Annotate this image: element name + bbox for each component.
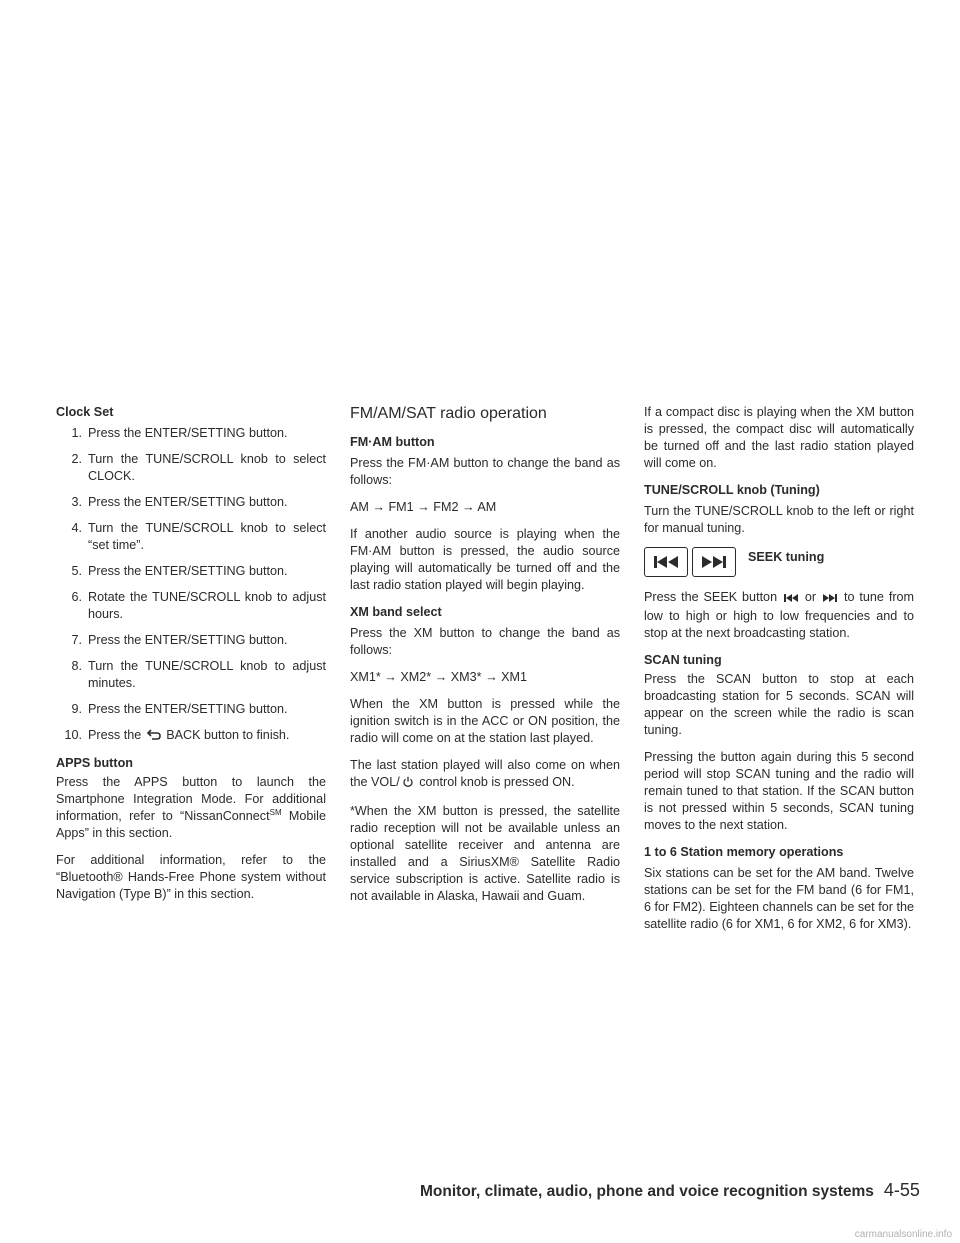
apps-text-end: Mobile Apps” in this section. (56, 809, 326, 840)
step-text: Press the (88, 728, 142, 742)
step-text: BACK button to finish. (166, 728, 290, 742)
step-text: Press the ENTER/SETTING button. (88, 426, 288, 440)
section-title: FM/AM/SAT radio operation (350, 405, 547, 422)
step-number: 7. (71, 633, 82, 647)
xm-last-post: control knob is pressed ON. (415, 775, 575, 789)
skip-back-icon (784, 591, 798, 608)
xm-sequence: XM1* → XM2* → XM3* → XM1 (350, 670, 528, 684)
list-item (56, 589, 326, 623)
seek-pre: Press the SEEK button (644, 590, 778, 604)
list-item (56, 701, 326, 718)
middle-column (350, 404, 620, 915)
skip-forward-icon (692, 547, 736, 577)
memory-text: Six stations can be set for the AM band. Twelve stations can be set for the FM band (6 for FM1, 6 for FM2). Eighteen channels can be set for the satellite radio (6 for XM1, 6 for XM2, 6 for XM3). (644, 866, 914, 931)
step-number: 6. (71, 590, 82, 604)
step-number: 8. (71, 659, 82, 673)
step-text: Rotate the TUNE/SCROLL knob to adjust hours. (88, 590, 326, 621)
seek-buttons-figure (644, 547, 914, 577)
scan-again-text: Pressing the button again during this 5 second period will stop SCAN tuning and the radio will remain tuned to that station. If the SCAN button is not pressed within 5 seconds, SCAN tuning moves to the next station. (644, 750, 914, 832)
scan-text: Press the SCAN button to stop at each broadcasting station for 5 seconds. SCAN will appear on the screen while the radio is scan tuning. (644, 672, 914, 737)
memory-heading: 1 to 6 Station memory operations (644, 845, 844, 859)
skip-forward-icon (823, 591, 837, 608)
xm-heading: XM band select (350, 605, 442, 619)
clock-set-heading: Clock Set (56, 405, 114, 419)
fmam-note: If another audio source is playing when the FM·AM button is pressed, the audio source playing will automatically be turned off and the last radio station played will begin playing. (350, 527, 620, 592)
xm-text: Press the XM button to change the band as follows: (350, 626, 620, 657)
step-number: 5. (71, 564, 82, 578)
seek-tuning-label: SEEK tuning (748, 550, 825, 564)
xm-star-note: *When the XM button is pressed, the satellite radio reception will not be available unless an optional satellite receiver and antenna are installed and a SiriusXM® Satellite Radio service subscription is active. Satellite radio is not available in Alaska, Hawaii and Guam. (350, 804, 620, 903)
fmam-sequence: AM → FM1 → FM2 → AM (350, 500, 497, 514)
step-number: 3. (71, 495, 82, 509)
tune-heading: TUNE/SCROLL knob (Tuning) (644, 483, 820, 497)
list-item (56, 451, 326, 485)
scan-heading: SCAN tuning (644, 653, 722, 667)
apps-text: Press the APPS button to launch the Smartphone Integration Mode. For additional information, refer to “NissanConnect (56, 775, 326, 823)
step-text: Press the ENTER/SETTING button. (88, 633, 288, 647)
apps-paragraph (56, 774, 326, 842)
fmam-heading: FM·AM button (350, 435, 435, 449)
cd-text: If a compact disc is playing when the XM button is pressed, the compact disc will automatically be turned off and the last radio station played will come on. (644, 405, 914, 470)
back-arrow-icon (147, 729, 161, 746)
fmam-text: Press the FM·AM button to change the band as follows: (350, 456, 620, 487)
step-text: Press the ENTER/SETTING button. (88, 495, 288, 509)
power-icon (402, 776, 414, 793)
seek-or: or (804, 590, 817, 604)
service-mark: SM (269, 808, 282, 817)
seek-text (644, 589, 914, 642)
skip-back-icon (644, 547, 688, 577)
left-column (56, 404, 326, 913)
seek-post: to tune from low to high or high to low frequencies and to stop at the next broadcasting station. (644, 590, 915, 640)
tune-text: Turn the TUNE/SCROLL knob to the left or right for manual tuning. (644, 504, 914, 535)
page-number: 4-55 (883, 1180, 920, 1200)
clock-set-steps (56, 425, 326, 746)
page-footer (420, 1180, 920, 1201)
right-column (644, 404, 914, 943)
step-text: Turn the TUNE/SCROLL knob to select CLOCK. (88, 452, 326, 483)
step-text: Turn the TUNE/SCROLL knob to select “set time”. (88, 521, 326, 552)
step-number: 9. (71, 702, 82, 716)
xm-last-station-text (350, 757, 620, 793)
step-number: 10. (64, 728, 82, 742)
xm-last-pre: The last station played will also come on when the VOL/ (350, 758, 620, 789)
list-item (56, 563, 326, 580)
watermark: carmanualsonline.info (854, 1229, 952, 1240)
xm-ignition-text: When the XM button is pressed while the ignition switch is in the ACC or ON position, the radio will come on at the station last played. (350, 697, 620, 745)
list-item (56, 658, 326, 692)
list-item (56, 425, 326, 442)
list-item (56, 494, 326, 511)
list-item (56, 632, 326, 649)
step-text: Press the ENTER/SETTING button. (88, 564, 288, 578)
step-number: 2. (71, 452, 82, 466)
list-item (56, 520, 326, 554)
step-number: 4. (71, 521, 82, 535)
step-text: Press the ENTER/SETTING button. (88, 702, 288, 716)
list-item (56, 727, 326, 746)
step-text: Turn the TUNE/SCROLL knob to adjust minutes. (88, 659, 326, 690)
bluetooth-paragraph: For additional information, refer to the “Bluetooth® Hands-Free Phone system without Navigation (Type B)” in this section. (56, 853, 326, 901)
apps-button-heading: APPS button (56, 756, 133, 770)
chapter-title: Monitor, climate, audio, phone and voice recognition systems (420, 1183, 874, 1200)
step-number: 1. (71, 426, 82, 440)
